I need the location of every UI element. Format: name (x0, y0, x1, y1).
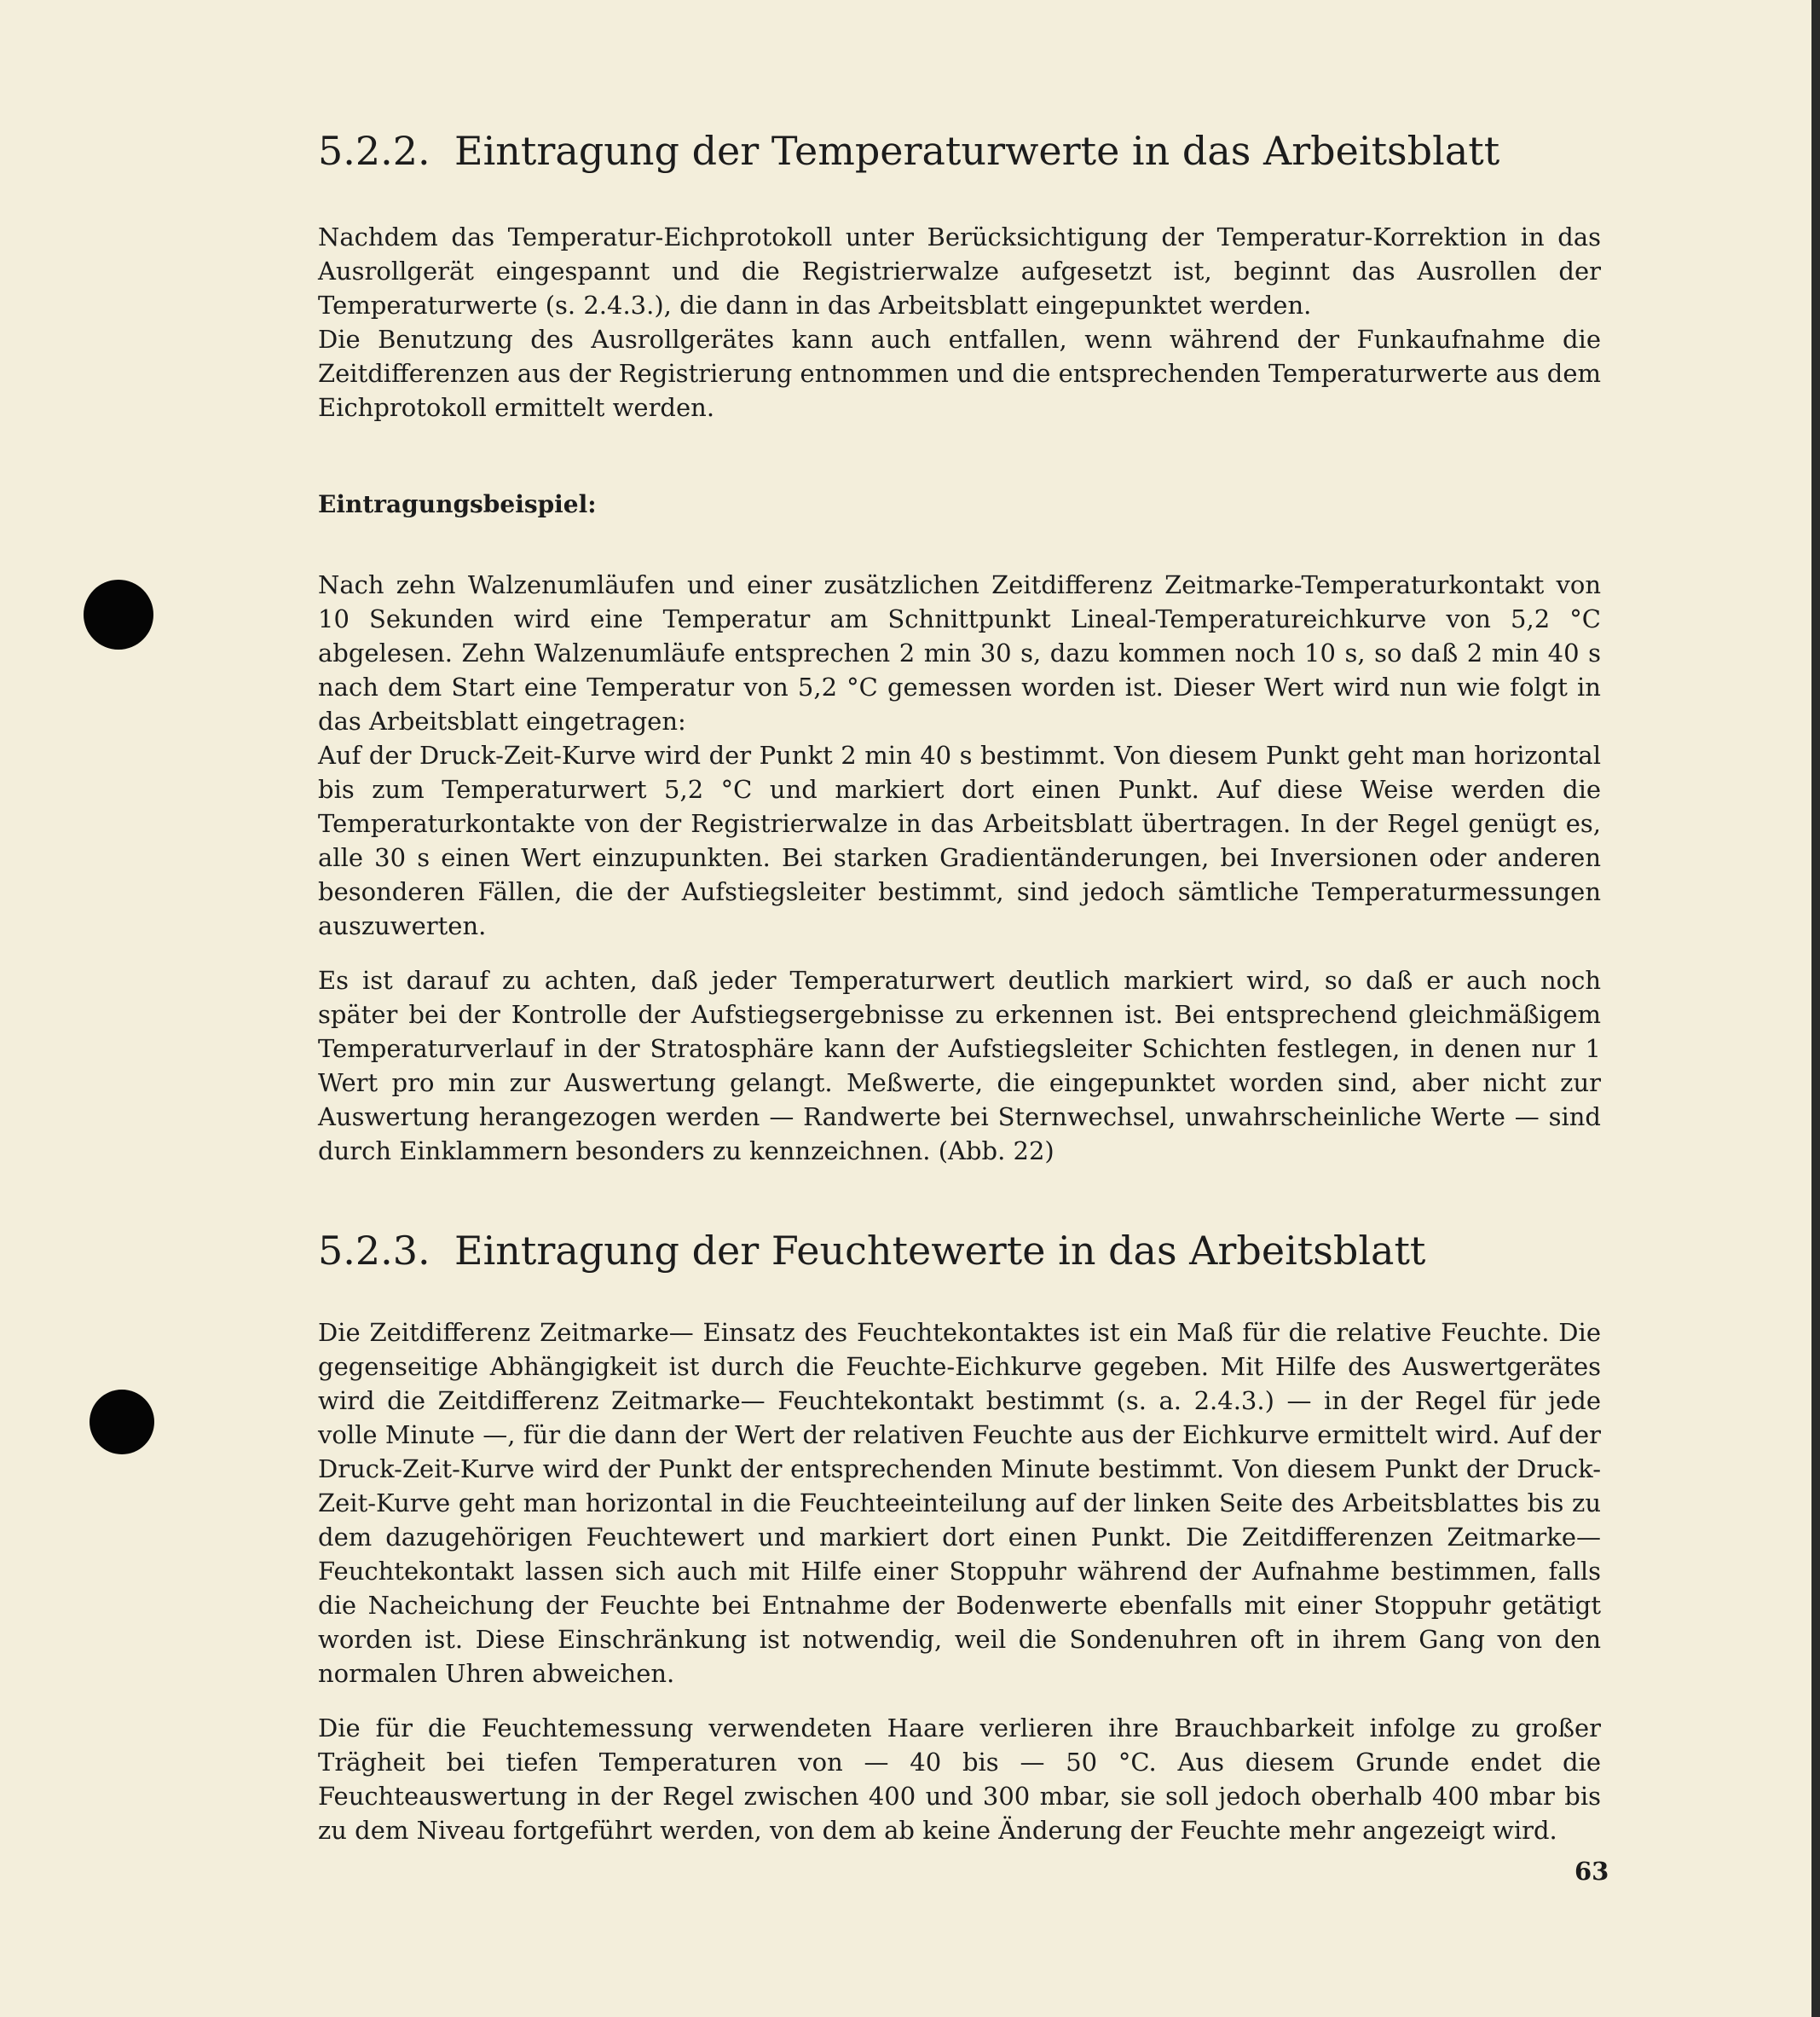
paragraph: Die für die Feuchtemessung verwendeten Haare verlieren ihre Brauchbarkeit infolge zu großer Trägheit bei tiefen Temperaturen von — 40 bis — 50 °C. Aus diesem Grunde endet die Feuchteauswertung in der Regel zwischen 400 und 300 mbar, sie soll jedoch oberhalb 400 mbar bis zu dem Niveau fortgeführt werden, von dem ab keine Änderung der Feuchte mehr angezeigt wird. (318, 1714, 1601, 1846)
section-heading-522 (318, 128, 1601, 175)
paragraph: Die Zeitdifferenz Zeitmarke— Einsatz des Feuchtekontaktes ist ein Maß für die relative Feuchte. Die gegenseitige Abhängigkeit ist durch die Feuchte-Eichkurve gegeben. Mit Hilfe des Auswertgerätes wird die Zeitdifferenz Zeitmarke— Feuchtekontakt bestimmt (s. a. 2.4.3.) — in der Regel für jede volle Minute —, für die dann der Wert der relativen Feuchte aus der Eichkurve ermittelt wird. Auf der Druck-Zeit-Kurve wird der Punkt der entsprechenden Minute bestimmt. Von diesem Punkt der Druck-Zeit-Kurve geht man horizontal in die Feuchteeinteilung auf der linken Seite des Arbeitsblattes bis zu dem dazugehörigen Feuchtewert und markiert dort einen Punkt. Die Zeitdifferenzen Zeitmarke—Feuchtekontakt lassen sich auch mit Hilfe einer Stoppuhr während der Aufnahme bestimmen, falls die Nacheichung der Feuchte bei Entnahme der Bodenwerte ebenfalls mit einer Stoppuhr getätigt worden ist. Diese Einschränkung ist notwendig, weil die Sondenuhren oft in ihrem Gang von den normalen Uhren abweichen. (318, 1318, 1601, 1689)
section-number: 5.2.2. (318, 128, 430, 174)
section-number: 5.2.3. (318, 1228, 430, 1274)
section-heading-523 (318, 1228, 1601, 1274)
page-number: 63 (1574, 1857, 1609, 1886)
paragraph: Es ist darauf zu achten, daß jeder Temperaturwert deutlich markiert wird, so daß er auch noch später bei der Kontrolle der Aufstiegsergebnisse zu erkennen ist. Bei entsprechend gleichmäßigem Temperaturverlauf in der Stratosphäre kann der Aufstiegsleiter Schichten festlegen, in denen nur 1 Wert pro min zur Auswertung gelangt. Meßwerte, die eingepunktet worden sind, aber nicht zur Auswertung herangezogen werden — Randwerte bei Sternwechsel, unwahrscheinliche Werte — sind durch Einklammern besonders zu kennzeichnen. (Abb. 22) (318, 966, 1601, 1166)
paragraph: Nach zehn Walzenumläufen und einer zusätzlichen Zeitdifferenz Zeitmarke-Temperaturkontakt von 10 Sekunden wird eine Temperatur am Schnittpunkt Lineal-Temperatureichkurve von 5,2 °C abgelesen. Zehn Walzenumläufe entsprechen 2 min 30 s, dazu kommen noch 10 s, so daß 2 min 40 s nach dem Start eine Temperatur von 5,2 °C gemessen worden ist. Dieser Wert wird nun wie folgt in das Arbeitsblatt eingetragen: (318, 570, 1601, 737)
page-content (318, 128, 1601, 1847)
punch-hole (84, 580, 153, 650)
page-edge (1811, 0, 1820, 2017)
paragraph: Die Benutzung des Ausrollgerätes kann auch entfallen, wenn während der Funkaufnahme die Zeitdifferenzen aus der Registrierung entnommen und die entsprechenden Temperaturwerte aus dem Eichprotokoll ermittelt werden. (318, 325, 1601, 423)
section-title: Eintragung der Feuchtewerte in das Arbeitsblatt (454, 1228, 1426, 1274)
paragraph: Nachdem das Temperatur-Eichprotokoll unter Berücksichtigung der Temperatur-Korrektion in das Ausrollgerät eingespannt und die Registrierwalze aufgesetzt ist, beginnt das Ausrollen der Temperaturwerte (s. 2.4.3.), die dann in das Arbeitsblatt eingepunktet werden. (318, 223, 1601, 321)
section-title: Eintragung der Temperaturwerte in das Arbeitsblatt (454, 128, 1500, 174)
example-heading: Eintragungsbeispiel: (318, 490, 597, 519)
paragraph: Auf der Druck-Zeit-Kurve wird der Punkt 2 min 40 s bestimmt. Von diesem Punkt geht man horizontal bis zum Temperaturwert 5,2 °C und markiert dort einen Punkt. Auf diese Weise werden die Temperaturkontakte von der Registrierwalze in das Arbeitsblatt übertragen. In der Regel genügt es, alle 30 s einen Wert einzupunkten. Bei starken Gradientänderungen, bei Inversionen oder anderen besonderen Fällen, die der Aufstiegsleiter bestimmt, sind jedoch sämtliche Temperaturmessungen auszuwerten. (318, 741, 1601, 941)
punch-hole (90, 1390, 154, 1454)
